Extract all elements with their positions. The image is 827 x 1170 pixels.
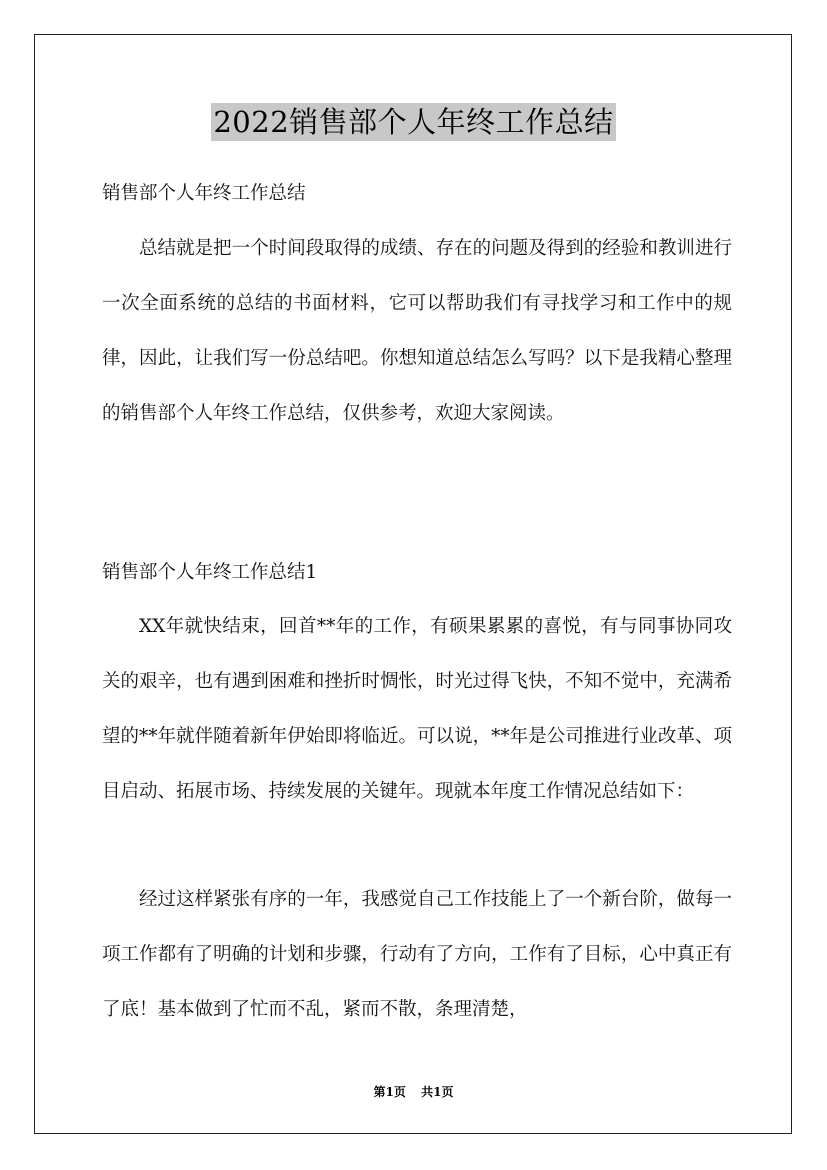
- document-subtitle: 销售部个人年终工作总结: [102, 183, 306, 204]
- title-container: [0, 103, 827, 141]
- intro-paragraph: 总结就是把一个时间段取得的成绩、存在的问题及得到的经验和教训进行一次全面系统的总结的书面材料，它可以帮助我们有寻找学习和工作中的规律，因此，让我们写一份总结吧。你想知道总结怎么写吗？以下是我精心整理的销售部个人年终工作总结，仅供参考，欢迎大家阅读。: [102, 238, 732, 424]
- document-title: 2022销售部个人年终工作总结: [213, 105, 614, 139]
- page-number: 第1页: [373, 1085, 406, 1099]
- page-total: 共1页: [421, 1085, 454, 1099]
- section-paragraph-2: 经过这样紧张有序的一年，我感觉自己工作技能上了一个新台阶，做每一项工作都有了明确的计划和步骤，行动有了方向，工作有了目标，心中真正有了底！基本做到了忙而不乱，紧而不散，条理清楚，: [102, 889, 732, 1020]
- section-paragraph-1: XX年就快结束，回首**年的工作，有硕果累累的喜悦，有与同事协同攻关的艰辛，也有遇到困难和挫折时惆怅，时光过得飞快，不知不觉中，充满希望的**年就伴随着新年伊始即将临近。可以说，**年是公司推进行业改革、项目启动、拓展市场、持续发展的关键年。现就本年度工作情况总结如下：: [102, 616, 732, 802]
- page-footer: [0, 1083, 827, 1101]
- section-heading: 销售部个人年终工作总结1: [102, 562, 318, 583]
